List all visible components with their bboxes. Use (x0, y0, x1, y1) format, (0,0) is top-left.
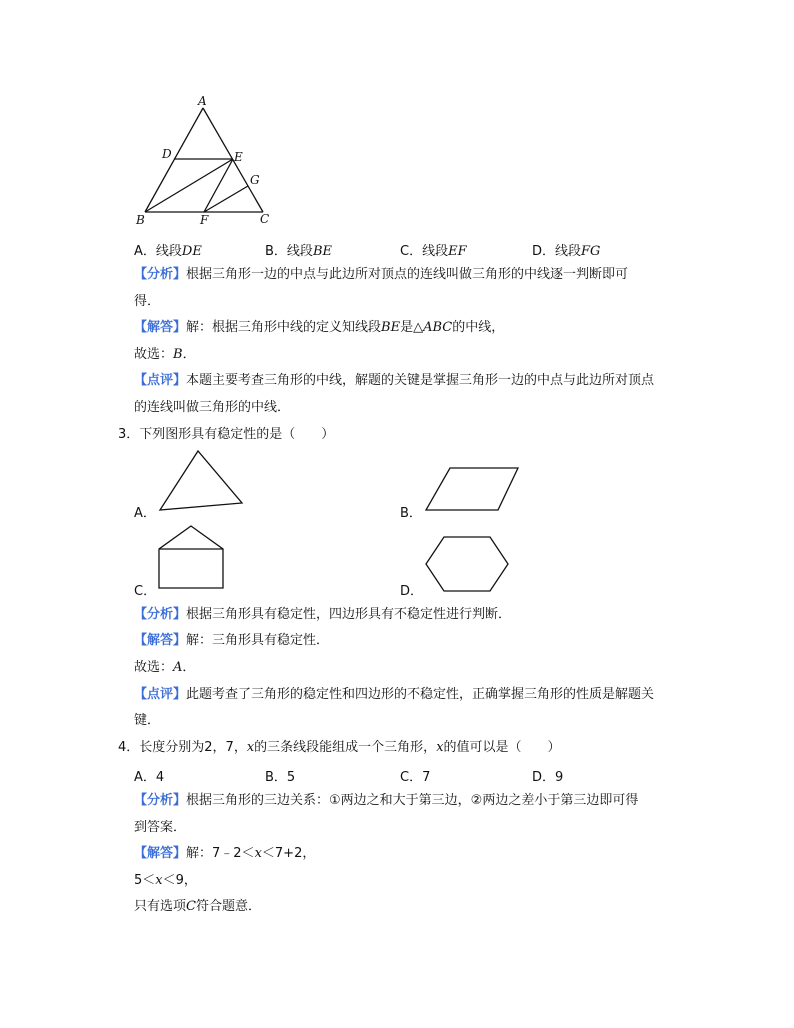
q4-answer-line2: 5＜x＜9， (134, 873, 197, 888)
q2-comment: 【点评】本题主要考查三角形的中线，解题的关键是掌握三角形一边的中点与此边所对顶点 (134, 373, 655, 388)
answer-tag: 【解答】 (134, 320, 187, 335)
pentagon-house-icon[interactable] (150, 522, 234, 592)
q4-option-a[interactable]: A．4 (134, 770, 165, 785)
q3-option-c-label[interactable]: C． (134, 584, 157, 599)
vertex-e-label: E (234, 150, 243, 164)
analysis-tag: 【分析】 (134, 267, 187, 282)
q4-analysis: 【分析】根据三角形的三边关系：①两边之和大于第三边，②两边之差小于第三边即可得 (134, 793, 639, 808)
q4-analysis-cont: 到答案． (134, 820, 187, 835)
q2-comment-cont: 的连线叫做三角形的中线． (134, 400, 291, 415)
q4-stem: 4．长度分别为2，7，x的三条线段能组成一个三角形，x的值可以是（ ） (118, 740, 561, 755)
parallelogram-icon[interactable] (420, 460, 530, 516)
vertex-f-label: F (200, 213, 209, 227)
q2-option-c[interactable]: C．线段EF (400, 244, 467, 259)
triangle-icon[interactable] (150, 448, 250, 518)
answer-tag: 【解答】 (134, 846, 187, 861)
q2-option-b[interactable]: B．线段BE (265, 244, 332, 259)
vertex-b-label: B (136, 213, 145, 227)
q3-stem: 3．下列图形具有稳定性的是（ ） (118, 427, 335, 442)
vertex-c-label: C (260, 212, 270, 226)
q3-option-d-label[interactable]: D． (400, 584, 424, 599)
q2-option-a[interactable]: A．线段DE (134, 244, 202, 259)
vertex-a-label: A (198, 94, 207, 108)
q4-option-b[interactable]: B．5 (265, 770, 296, 785)
comment-tag: 【点评】 (134, 687, 187, 702)
comment-tag: 【点评】 (134, 373, 187, 388)
triangle-abc-figure (130, 92, 280, 232)
q2-option-d[interactable]: D．线段FG (532, 244, 601, 259)
vertex-d-label: D (162, 147, 172, 161)
q3-analysis: 【分析】根据三角形具有稳定性，四边形具有不稳定性进行判断． (134, 607, 512, 622)
q3-comment-cont: 键． (134, 713, 161, 728)
q2-analysis-cont: 得． (134, 294, 161, 309)
q2-analysis: 【分析】根据三角形一边的中点与此边所对顶点的连线叫做三角形的中线逐一判断即可 (134, 267, 629, 282)
hexagon-icon[interactable] (420, 534, 516, 594)
q2-answer: 【解答】解：根据三角形中线的定义知线段BE是△ABC的中线， (134, 320, 505, 335)
analysis-tag: 【分析】 (134, 793, 187, 808)
q3-comment: 【点评】此题考查了三角形的稳定性和四边形的不稳定性，正确掌握三角形的性质是解题关 (134, 687, 655, 702)
q3-option-b-label[interactable]: B． (400, 506, 422, 521)
q3-option-a-label[interactable]: A． (134, 506, 156, 521)
analysis-tag: 【分析】 (134, 607, 187, 622)
q4-option-c[interactable]: C．7 (400, 770, 431, 785)
q4-answer-line3: 只有选项C符合题意． (134, 899, 261, 914)
q4-answer: 【解答】解：7﹣2＜x＜7+2， (134, 846, 316, 861)
answer-tag: 【解答】 (134, 633, 187, 648)
q4-option-d[interactable]: D．9 (532, 770, 564, 785)
q3-choose: 故选：A． (134, 660, 196, 675)
vertex-g-label: G (250, 173, 260, 187)
q3-answer: 【解答】解：三角形具有稳定性． (134, 633, 330, 648)
q2-choose: 故选：B． (134, 347, 196, 362)
